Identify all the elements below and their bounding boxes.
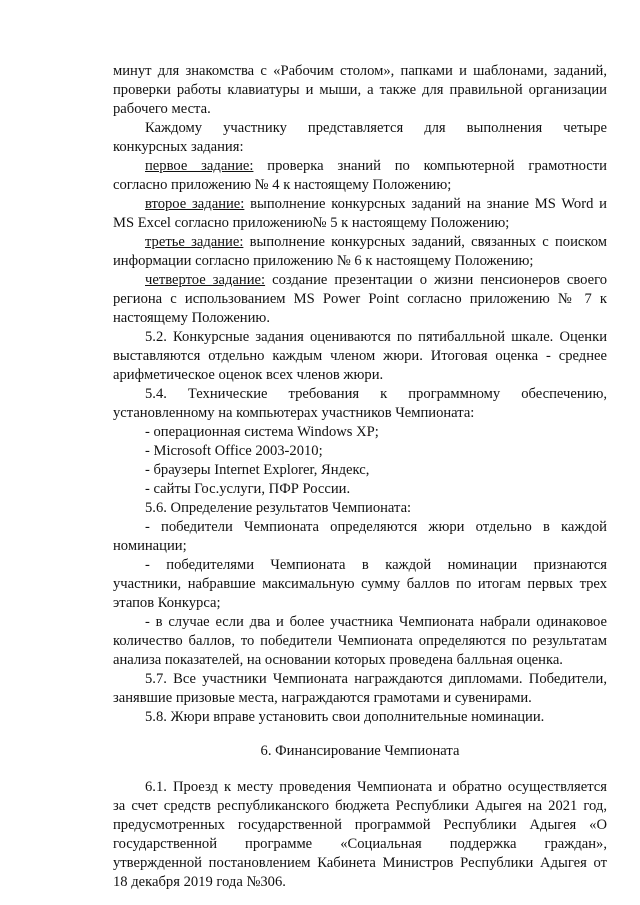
text-fragment: выполнение конкурсных заданий, связанных с поиском	[249, 234, 607, 250]
text-line: проверки работы клавиатуры и мыши, а также для правильной организации	[113, 82, 607, 98]
task-line	[145, 233, 607, 252]
list-item: - Microsoft Office 2003-2010;	[145, 443, 323, 459]
text-line: участники, набравшие максимальную сумму баллов по итогам первых трех	[113, 576, 607, 592]
text-line: анализа показателей, на основании которых проведена балльная оценка.	[113, 652, 563, 668]
text-line: 6.1. Проезд к месту проведения Чемпионата и обратно осуществляется	[145, 779, 607, 795]
text-line: - победителями Чемпионата в каждой номинации признаются	[145, 557, 607, 573]
text-line: арифметическое оценок всех членов жюри.	[113, 367, 384, 383]
text-fragment: проверка знаний по компьютерной грамотности	[267, 158, 607, 174]
text-line: MS Excel согласно приложению№ 5 к настоящему Положению;	[113, 215, 510, 231]
text-line: 5.7. Все участники Чемпионата награждаются дипломами. Победители,	[145, 671, 607, 687]
list-item: - операционная система Windows XP;	[145, 424, 379, 440]
text-line: за счет средств республиканского бюджета Республики Адыгея на 2021 год,	[113, 798, 607, 814]
list-item: - сайты Гос.услуги, ПФР России.	[145, 481, 351, 497]
text-line: минут для знакомства с «Рабочим столом», папками и шаблонами, заданий,	[113, 63, 607, 79]
text-line: согласно приложению № 4 к настоящему Положению;	[113, 177, 452, 193]
text-line: 18 декабря 2019 года №306.	[113, 874, 286, 890]
text-line: конкурсных задания:	[113, 139, 244, 155]
text-line: - победители Чемпионата определяются жюри отдельно в каждой	[145, 519, 607, 535]
text-line: установленному на компьютерах участников Чемпионата:	[113, 405, 475, 421]
task-line	[145, 271, 607, 290]
text-line: 5.8. Жюри вправе установить свои дополнительные номинации.	[145, 709, 545, 725]
text-line: этапов Конкурса;	[113, 595, 221, 611]
text-line: региона с использованием MS Power Point согласно приложению № 7 к	[113, 291, 607, 307]
text-line: государственной программе «Социальная поддержка граждан»,	[113, 836, 607, 852]
text-line: 5.6. Определение результатов Чемпионата:	[145, 500, 412, 516]
text-line: занявшие призовые места, награждаются грамотами и сувенирами.	[113, 690, 532, 706]
text-line: количество баллов, то победители Чемпионата определяются по результатам	[113, 633, 607, 649]
text-line: номинации;	[113, 538, 187, 554]
text-line: Каждому участнику представляется для выполнения четыре	[145, 120, 607, 136]
text-line: предусмотренных государственной программой Республики Адыгея «О	[113, 817, 607, 833]
task-line	[145, 195, 607, 214]
text-line: утвержденной постановлением Кабинета Министров Республики Адыгея от	[113, 855, 607, 871]
text-line: информации согласно приложению № 6 к настоящему Положению;	[113, 253, 534, 269]
text-line: рабочего места.	[113, 101, 211, 117]
text-fragment: выполнение конкурсных заданий на знание MS Word и	[250, 196, 607, 212]
task-label-second: второе задание:	[145, 196, 245, 212]
text-line: 5.4. Технические требования к программному обеспечению,	[145, 386, 607, 402]
task-label-third: третье задание:	[145, 234, 244, 250]
text-line: настоящему Положению.	[113, 310, 270, 326]
text-fragment: создание презентации о жизни пенсионеров своего	[272, 272, 608, 288]
section-heading: 6. Финансирование Чемпионата	[260, 743, 460, 759]
task-line	[145, 157, 607, 176]
text-line: 5.2. Конкурсные задания оцениваются по пятибалльной шкале. Оценки	[145, 329, 607, 345]
task-label-fourth: четвертое задание:	[145, 272, 266, 288]
text-line: - в случае если два и более участника Чемпионата набрали одинаковое	[145, 614, 607, 630]
list-item: - браузеры Internet Explorer, Яндекс,	[145, 462, 370, 478]
task-label-first: первое задание:	[145, 158, 254, 174]
text-line: выставляются отдельно каждым членом жюри. Итоговая оценка - среднее	[113, 348, 607, 364]
